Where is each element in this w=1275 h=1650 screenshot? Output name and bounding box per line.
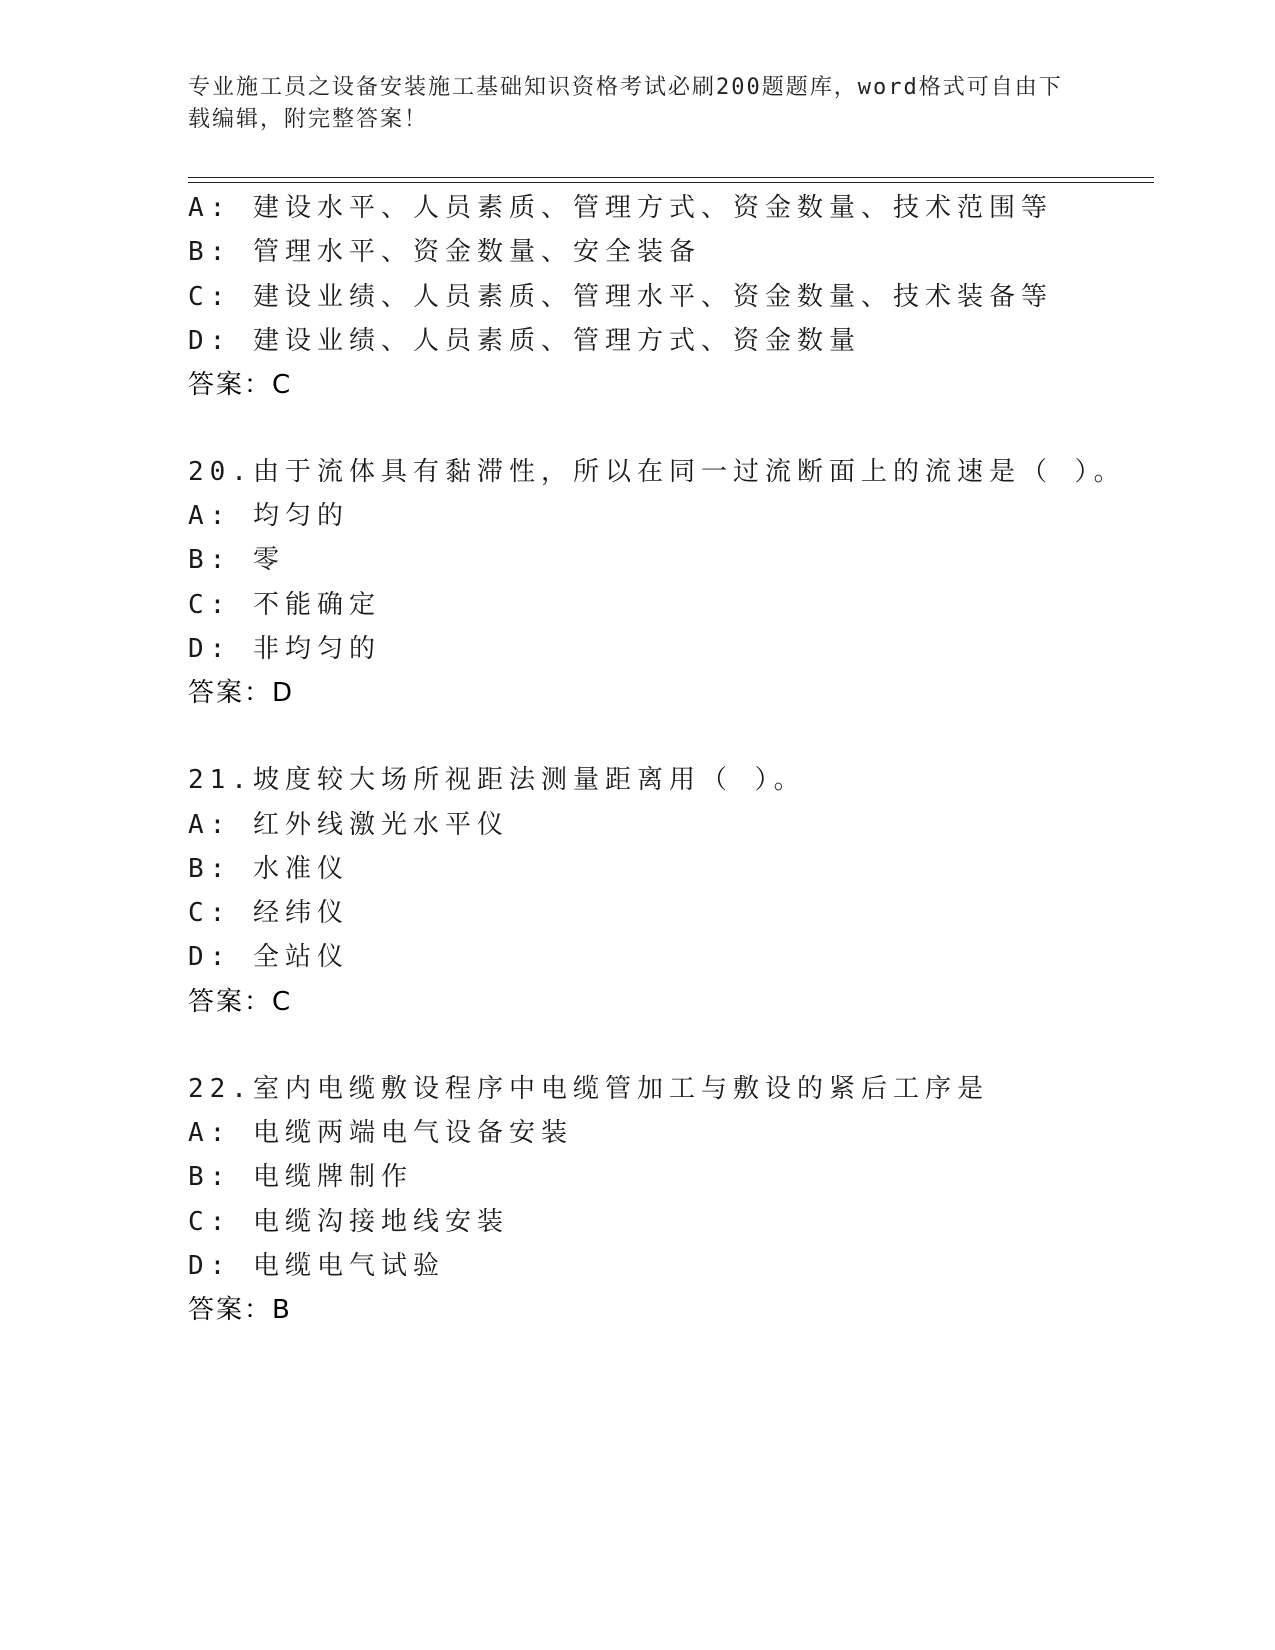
question-text: 20.由于流体具有黏滞性，所以在同一过流断面上的流速是（ ）。 [188,457,1126,487]
answer-label: 答案：D [188,678,295,708]
option-b: B: 零 [188,545,285,575]
option-d: D: 全站仪 [188,942,349,972]
option-b: B: 水准仪 [188,854,349,884]
header-rule-top [188,177,1154,178]
option-d: D: 非均匀的 [188,634,381,664]
option-c: C: 电缆沟接地线安装 [188,1207,509,1237]
question-text: 22.室内电缆敷设程序中电缆管加工与敷设的紧后工序是 [188,1074,989,1104]
answer-label: 答案：B [188,1295,292,1325]
option-c: C: 不能确定 [188,590,381,620]
document-header: 专业施工员之设备安装施工基础知识资格考试必刷200题题库，word格式可自由下载编辑，附完整答案！ [188,75,1063,132]
option-a: A: 红外线激光水平仪 [188,810,509,840]
option-d: D: 建设业绩、人员素质、管理方式、资金数量 [188,326,861,356]
header-rule-bottom [188,182,1154,183]
answer-label: 答案：C [188,370,293,400]
answer-label: 答案：C [188,987,293,1017]
option-c: C: 经纬仪 [188,898,349,928]
option-a: A: 建设水平、人员素质、管理方式、资金数量、技术范围等 [188,193,1053,223]
option-d: D: 电缆电气试验 [188,1251,445,1281]
question-text: 21.坡度较大场所视距法测量距离用（ ）。 [188,765,806,795]
option-c: C: 建设业绩、人员素质、管理水平、资金数量、技术装备等 [188,282,1053,312]
option-a: A: 电缆两端电气设备安装 [188,1118,573,1148]
option-a: A: 均匀的 [188,501,349,531]
option-b: B: 管理水平、资金数量、安全装备 [188,237,701,267]
option-b: B: 电缆牌制作 [188,1162,413,1192]
